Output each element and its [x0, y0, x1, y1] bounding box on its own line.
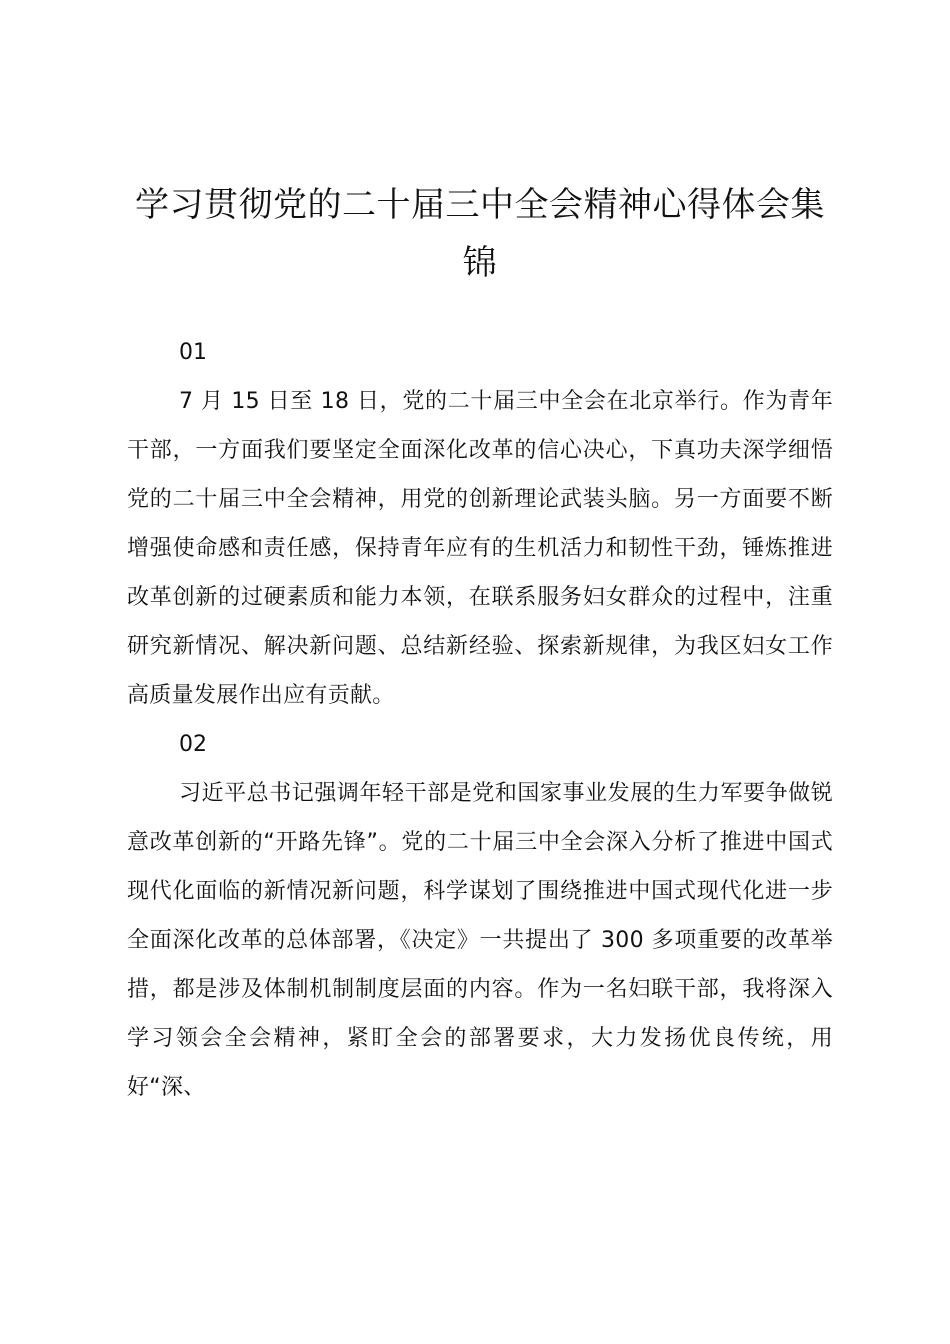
section-number-02: 02: [179, 732, 207, 757]
document-body: [127, 328, 833, 1112]
section-paragraph-02: 习近平总书记强调年轻干部是党和国家事业发展的生力军要争做锐意改革创新的“开路先锋”。党的二十届三中全会深入分析了推进中国式现代化面临的新情况新问题，科学谋划了围绕推进中国式现代化进一步全面深化改革的总体部署，《决定》一共提出了 300 多项重要的改革举措，都是涉及体制机制制度层面的内容。作为一名妇联干部，我将深入学习领会全会精神，紧盯全会的部署要求，大力发扬优良传统，用好“深、: [127, 781, 833, 1100]
document-title: 学习贯彻党的二十届三中全会精神心得体会集锦: [135, 185, 825, 283]
section-number-01: 01: [179, 340, 207, 365]
section-paragraph-01: 7 月 15 日至 18 日，党的二十届三中全会在北京举行。作为青年干部，一方面我们要坚定全面深化改革的信心决心，下真功夫深学细悟党的二十届三中全会精神，用党的创新理论武装头脑。另一方面要不断增强使命感和责任感，保持青年应有的生机活力和韧性干劲，锤炼推进改革创新的过硬素质和能力本领，在联系服务妇女群众的过程中，注重研究新情况、解决新问题、总结新经验、探索新规律，为我区妇女工作高质量发展作出应有贡献。: [127, 389, 833, 708]
